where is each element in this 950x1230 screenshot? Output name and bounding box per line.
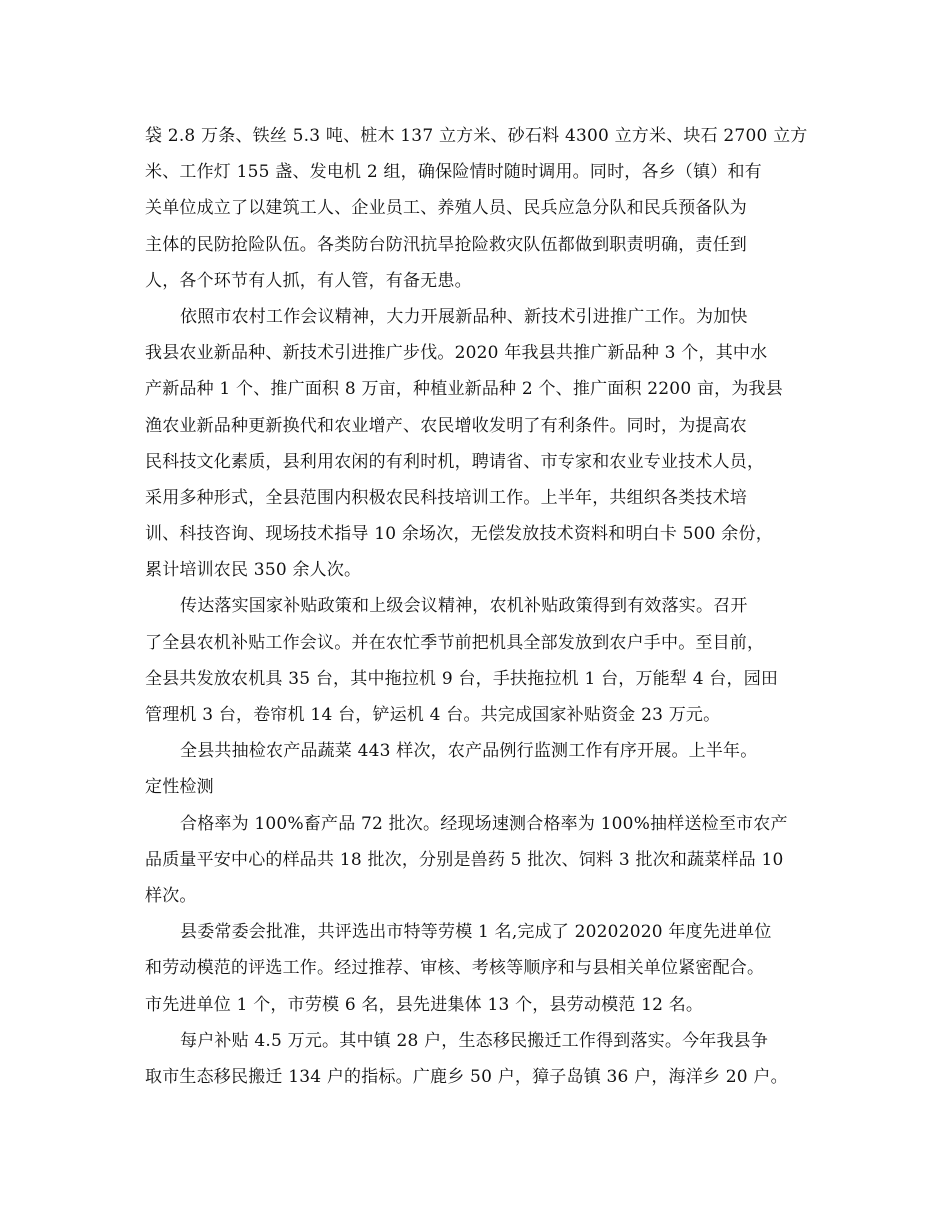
text-line: 品质量平安中心的样品共 18 批次，分别是兽药 5 批次、饲料 3 批次和蔬菜样品 10 bbox=[145, 849, 784, 870]
text-line: 产新品种 1 个、推广面积 8 万亩，种植业新品种 2 个、推广面积 2200 亩，为我县 bbox=[145, 379, 783, 400]
text-line: 全县共发放农机具 35 台，其中拖拉机 9 台，手扶拖拉机 1 台，万能犁 4 台，园田 bbox=[145, 668, 779, 689]
text-line: 主体的民防抢险队伍。各类防台防汛抗旱抢险救灾队伍都做到职责明确，责任到 bbox=[145, 234, 747, 255]
paragraph-first-line: 每户补贴 4.5 万元。其中镇 28 户，生态移民搬迁工作得到落实。今年我县争 bbox=[180, 1030, 769, 1051]
text-line: 累计培训农民 350 余人次。 bbox=[145, 560, 362, 581]
text-line: 关单位成立了以建筑工人、企业员工、养殖人员、民兵应急分队和民兵预备队为 bbox=[145, 198, 747, 219]
text-line: 取市生态移民搬迁 134 户的指标。广鹿乡 50 户，獐子岛镇 36 户，海洋乡 20 户。 bbox=[145, 1066, 788, 1087]
text-line: 训、科技咨询、现场技术指导 10 余场次，无偿发放技术资料和明白卡 500 余份， bbox=[145, 524, 773, 545]
text-line: 人，各个环节有人抓，有人管，有备无患。 bbox=[145, 270, 472, 291]
text-line: 民科技文化素质，县利用农闲的有利时机，聘请省、市专家和农业专业技术人员， bbox=[145, 451, 765, 472]
text-line: 采用多种形式，全县范围内积极农民科技培训工作。上半年，共组织各类技术培 bbox=[145, 487, 747, 508]
text-line: 定性检测 bbox=[145, 777, 214, 798]
text-line: 我县农业新品种、新技术引进推广步伐。2020 年我县共推广新品种 3 个，其中水 bbox=[145, 343, 768, 364]
text-line: 渔农业新品种更新换代和农业增产、农民增收发明了有利条件。同时，为提高农 bbox=[145, 415, 747, 436]
paragraph-first-line: 依照市农村工作会议精神，大力开展新品种、新技术引进推广工作。为加快 bbox=[180, 306, 748, 327]
document-body bbox=[145, 118, 810, 1095]
text-line: 管理机 3 台，卷帘机 14 台，铲运机 4 台。共完成国家补贴资金 23 万元。 bbox=[145, 705, 721, 725]
paragraph-first-line: 传达落实国家补贴政策和上级会议精神，农机补贴政策得到有效落实。召开 bbox=[180, 596, 748, 617]
text-line: 米、工作灯 155 盏、发电机 2 组，确保险情时随时调用。同时，各乡（镇）和有 bbox=[145, 162, 762, 183]
text-line: 和劳动模范的评选工作。经过推荐、审核、考核等顺序和与县相关单位紧密配合。 bbox=[145, 958, 765, 979]
text-line: 市先进单位 1 个，市劳模 6 名，县先进集体 13 个，县劳动模范 12 名。 bbox=[145, 994, 704, 1015]
text-line: 样次。 bbox=[145, 885, 197, 906]
paragraph-first-line: 县委常委会批准，共评选出市特等劳模 1 名,完成了 20202020 年度先进单位 bbox=[180, 922, 772, 943]
text-line: 了全县农机补贴工作会议。并在农忙季节前把机具全部发放到农户手中。至目前， bbox=[145, 632, 765, 653]
paragraph-first-line: 合格率为 100%畜产品 72 批次。经现场速测合格率为 100%抽样送检至市农产 bbox=[180, 813, 788, 834]
paragraph-first-line: 全县共抽检农产品蔬菜 443 样次，农产品例行监测工作有序开展。上半年。 bbox=[180, 741, 758, 762]
text-line: 袋 2.8 万条、铁丝 5.3 吨、桩木 137 立方米、砂石料 4300 立方米、块石 2700 立方 bbox=[145, 126, 808, 146]
